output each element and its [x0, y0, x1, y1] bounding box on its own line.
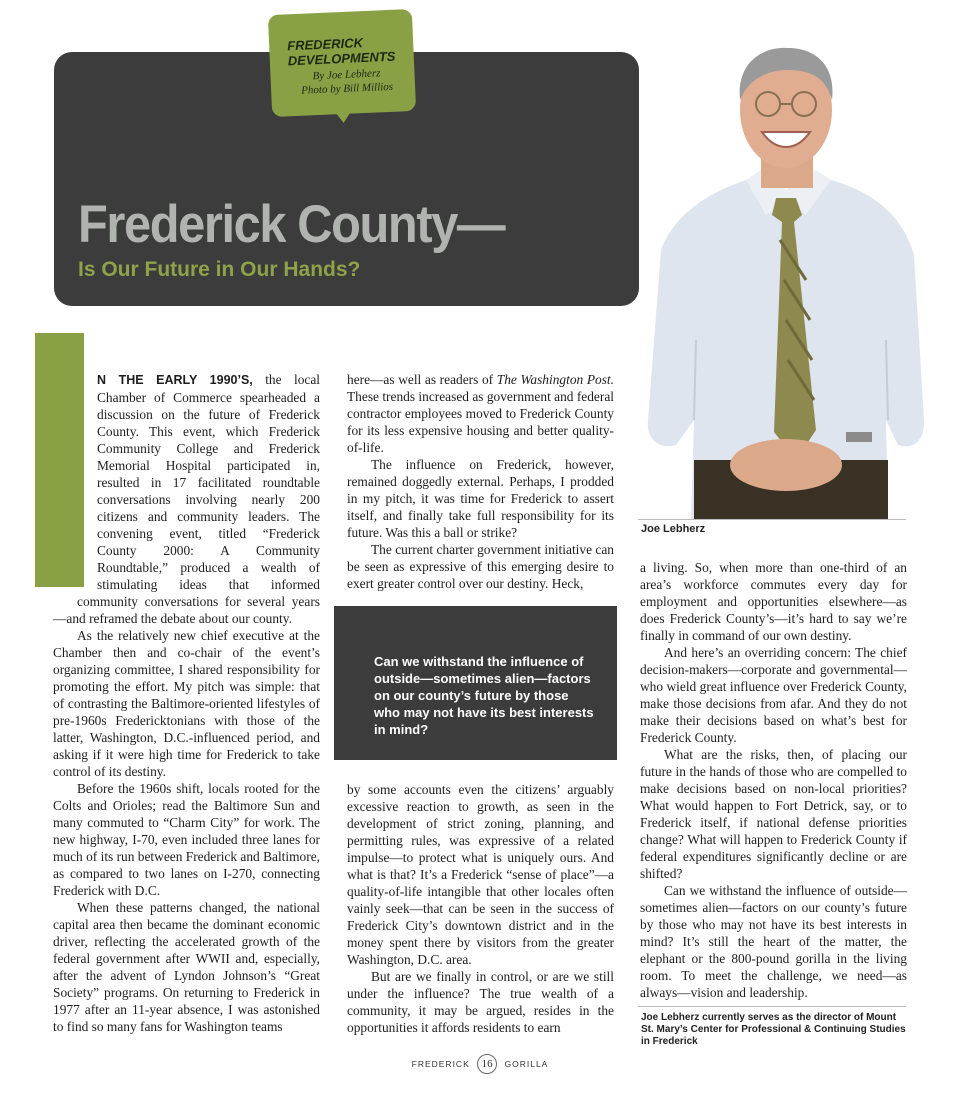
page-footer	[0, 1054, 960, 1074]
author-bio: Joe Lebherz currently serves as the director of Mount St. Mary’s Center for Professional & Continuing Studies in Frederick	[641, 1012, 906, 1047]
publication-name: The Washington Post.	[496, 372, 614, 387]
article-column-3	[640, 559, 907, 1001]
paragraph: As the relatively new chief executive at the Chamber then and co-chair of the event’s organizing committee, I shared responsibility for promoting the effort. My pitch was simple: that of contrasting the Baltimore-oriented lifestyles of pre-1960s Fredericktonians with those of the latter, Washington, D.C.-influenced period, and asking if it were high time for Frederick to take control of its destiny.	[53, 628, 320, 779]
paragraph: a living. So, when more than one-third of an area’s workforce commutes every day for employment and opportunities elsewhere—as does Frederick County’s—it’s hard to say we’re finally in command of our own destiny.	[640, 560, 907, 643]
photo-caption: Joe Lebherz	[641, 523, 706, 535]
pull-quote-box	[334, 606, 617, 760]
pull-quote: Can we withstand the influence of outside—sometimes alien—factors on our county’s future by those who may not have its best interests in mind?	[374, 654, 594, 737]
footer-left: FREDERICK	[411, 1059, 470, 1069]
paragraph: Before the 1960s shift, locals rooted for the Colts and Orioles; read the Baltimore Sun and many commuted to “Charm City” for work. The new highway, I-70, even included three lanes for much of its run between Frederick and Baltimore, as compared to two lanes on I-270, connecting Frederick with D.C.	[53, 781, 320, 898]
byline: By Joe Lebherz	[312, 67, 381, 83]
paragraph: the local Chamber of Commerce spearheaded a discussion on the future of Frederick County. This event, which Frederick Community College and Frederick Memorial Hospital participated in, resulted in 17 facilitated roundtable conversations involving nearly 200 citizens and community leaders. The convening event, titled “Frederick County 2000: A Community Roundtable,” produced a wealth of stimulating ideas that informed community conversations for several years—and reframed the debate about our county.	[53, 372, 320, 626]
paragraph: The influence on Frederick, however, remained doggedly external. Perhaps, I prodded in my pitch, it was time for Frederick to assert itself, and finally take full responsibility for its future. Was this a ball or strike?	[347, 457, 614, 540]
section-tag	[268, 9, 416, 117]
caption-rule	[638, 519, 906, 520]
paragraph: What are the risks, then, of placing our future in the hands of those who are compelled to make decisions based on non-local priorities? What would happen to Fort Detrick, say, or to Frederick itself, if national defense priorities change? What will happen to Frederick County if federal expenditures significantly decline or are shifted?	[640, 747, 907, 881]
section-name: FREDERICK DEVELOPMENTS	[286, 35, 396, 69]
lead-in: N THE EARLY 1990’S,	[97, 373, 253, 387]
paragraph: When these patterns changed, the national capital area then became the dominant economic driver, reflecting the accelerated growth of the federal government after WWII and, especially, after the advent of Lyndon Johnson’s “Great Society” programs. On returning to Frederick in 1977 after an 11-year absence, I was astonished to find so many fans for Washington teams	[53, 900, 320, 1034]
paragraph: The current charter government initiative can be seen as expressive of this emerging desire to exert greater control over our destiny. Heck,	[347, 542, 614, 591]
paragraph: And here’s an overriding concern: The chief decision-makers—corporate and governmental—who wield great influence over Frederick County, make those decisions from afar. And they do not make their decisions based on what’s best for Frederick County.	[640, 645, 907, 745]
paragraph: by some accounts even the citizens’ arguably excessive reaction to growth, as seen in the development of strict zoning, planning, and permitting rules, was expressive of a related impulse—to protect what is uniquely ours. And what is that? It’s a Frederick “sense of place”—a quality-of-life intangible that other locales often vainly seek—that can be seen in the success of Frederick City’s downtown district and in the money spent there by visitors from the greater Washington, D.C. area.	[347, 782, 614, 967]
footer-right: GORILLA	[504, 1059, 549, 1069]
credits	[286, 65, 407, 98]
page-number: 16	[477, 1054, 497, 1074]
bio-rule	[638, 1006, 906, 1007]
paragraph: here—as well as readers of The Washington Post. These trends increased as government and federal contractor employees moved to Frederick County for its less expensive housing and better quality-of-life.	[347, 372, 614, 455]
paragraph: Can we withstand the influence of outside—sometimes alien—factors on our county’s future by those who may not have its best interests in mind? It’s still the heart of the matter, the elephant or the 800-pound gorilla in the living room. To meet the challenge, we need—as always—vision and leadership.	[640, 883, 907, 1000]
article-column-2-bottom	[347, 781, 614, 1036]
article-title: Frederick County—	[78, 195, 505, 254]
paragraph: But are we finally in control, or are we still under the influence? The true wealth of a community, it may be argued, resides in the opportunities it affords residents to earn	[347, 969, 614, 1035]
article-subtitle: Is Our Future in Our Hands?	[78, 258, 361, 281]
author-photo	[636, 40, 926, 520]
article-column-1	[53, 371, 320, 1035]
photo-credit: Photo by Bill Millios	[300, 80, 394, 97]
article-column-2-top	[347, 371, 614, 592]
